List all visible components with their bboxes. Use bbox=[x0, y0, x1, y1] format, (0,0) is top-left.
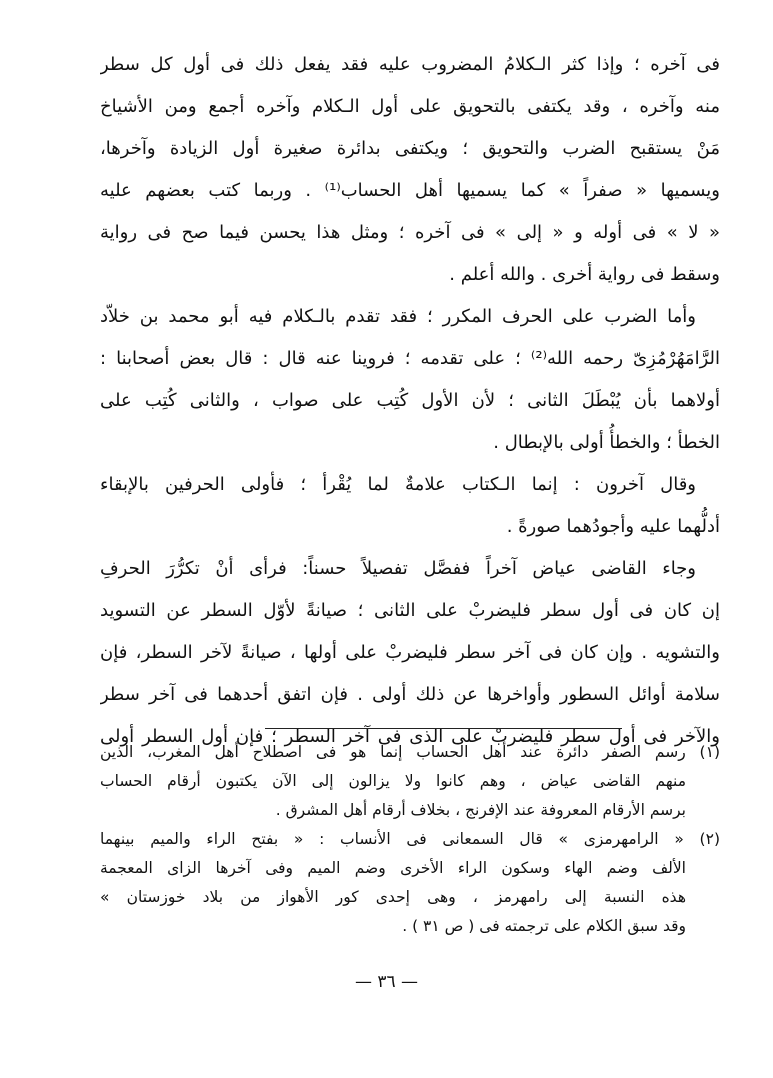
footnote-2-line: هذه النسبة إلى رامهرمز ، وهى إحدى كور الأهواز من بلاد خوزستان » bbox=[100, 888, 686, 906]
text-line: أولاهما بأن يُبْطَلَ الثانى ؛ لأن الأول كُتِب على صواب ، والثانى كُتِب على bbox=[100, 390, 720, 411]
text-line: والآخر فى أول سطر فليضربْ على الذى فى آخر السطر ؛ فإن أول السطر أولى bbox=[100, 726, 720, 747]
text-line: وقال آخرون : إنما الـكتاب علامةٌ لما يُقْرأ ؛ فأولى الحرفين بالإبقاء bbox=[100, 474, 696, 495]
text-line: فى آخره ؛ وإذا كثر الـكلامُ المضروب عليه فقد يفعل ذلك فى أول كل سطر bbox=[100, 54, 720, 75]
text-line: إن كان فى أول سطر فليضربْ على الثانى ؛ صيانةً لأوّل السطر عن التسويد bbox=[100, 600, 720, 621]
text-line: وجاء القاضى عياض آخراً ففصَّل تفصيلاً حسناً: فرأى أنْ تكرُّرَ الحرفِ bbox=[100, 558, 696, 579]
text-line: سلامة أوائل السطور وأواخرها عن ذلك أولى . فإن اتفق أحدهما فى آخر سطر bbox=[100, 684, 720, 705]
footnote-1-line: (١) رسم الصفر دائرة عند أهل الحساب إنما هو فى اصطلاح أهل المغرب، الذين bbox=[100, 743, 720, 761]
text-line: « لا » فى أوله و « إلى » فى آخره ؛ ومثل هذا يحسن فيما صح فى رواية bbox=[100, 222, 720, 243]
footnote-2-line: الألف وضم الهاء وسكون الراء الأخرى وضم الميم وفى آخرها الزاى المعجمة bbox=[100, 859, 686, 877]
main-text-block bbox=[100, 44, 720, 758]
text-line: وسقط فى رواية أخرى . والله أعلم . bbox=[449, 264, 720, 285]
text-line: الخطأ ؛ والخطأُ أولى بالإبطال . bbox=[493, 432, 720, 453]
text-line: ويسميها « صفراً » كما يسميها أهل الحساب⁽¹⁾ . وربما كتب بعضهم عليه bbox=[100, 180, 720, 201]
footnotes-block bbox=[100, 738, 720, 941]
footnote-1-line: منهم القاضى عياض ، وهم كانوا ولا يزالون إلى الآن يكتبون أرقام الحساب bbox=[100, 772, 686, 790]
footnote-1-line: برسم الأرقام المعروفة عند الإفرنج ، بخلاف أرقام أهل المشرق . bbox=[275, 801, 686, 819]
text-line: أدلُّهما عليه وأجودُهما صورةً . bbox=[506, 516, 720, 537]
footnote-2-line: (٢) « الرامهرمزى » قال السمعانى فى الأنساب : « بفتح الراء والميم بينهما bbox=[100, 830, 720, 848]
text-line: والتشويه . وإن كان فى آخر سطر فليضربْ على أولها ، صيانةً لآخر السطر، فإن bbox=[100, 642, 720, 663]
text-line: الرَّامَهُرْمُزِىّ رحمه الله⁽²⁾ ؛ على تقدمه ؛ فروينا عنه قال : قال بعض أصحابنا : bbox=[100, 348, 720, 369]
page-number: — ٣٦ — bbox=[354, 972, 419, 992]
text-line: منه وآخره ، وقد يكتفى بالتحويق على أول الـكلام وآخره أجمع ومن الأشياخ bbox=[100, 96, 720, 117]
text-line: مَنْ يستقبح الضرب والتحويق ؛ ويكتفى بدائرة صغيرة أول الزيادة وآخرها، bbox=[100, 138, 720, 159]
footnote-2-line: وقد سبق الكلام على ترجمته فى ( ص ٣١ ) . bbox=[402, 917, 686, 935]
footnote-divider bbox=[265, 728, 622, 729]
text-line: وأما الضرب على الحرف المكرر ؛ فقد تقدم بالـكلام فيه أبو محمد بن خلاّد bbox=[100, 306, 696, 327]
